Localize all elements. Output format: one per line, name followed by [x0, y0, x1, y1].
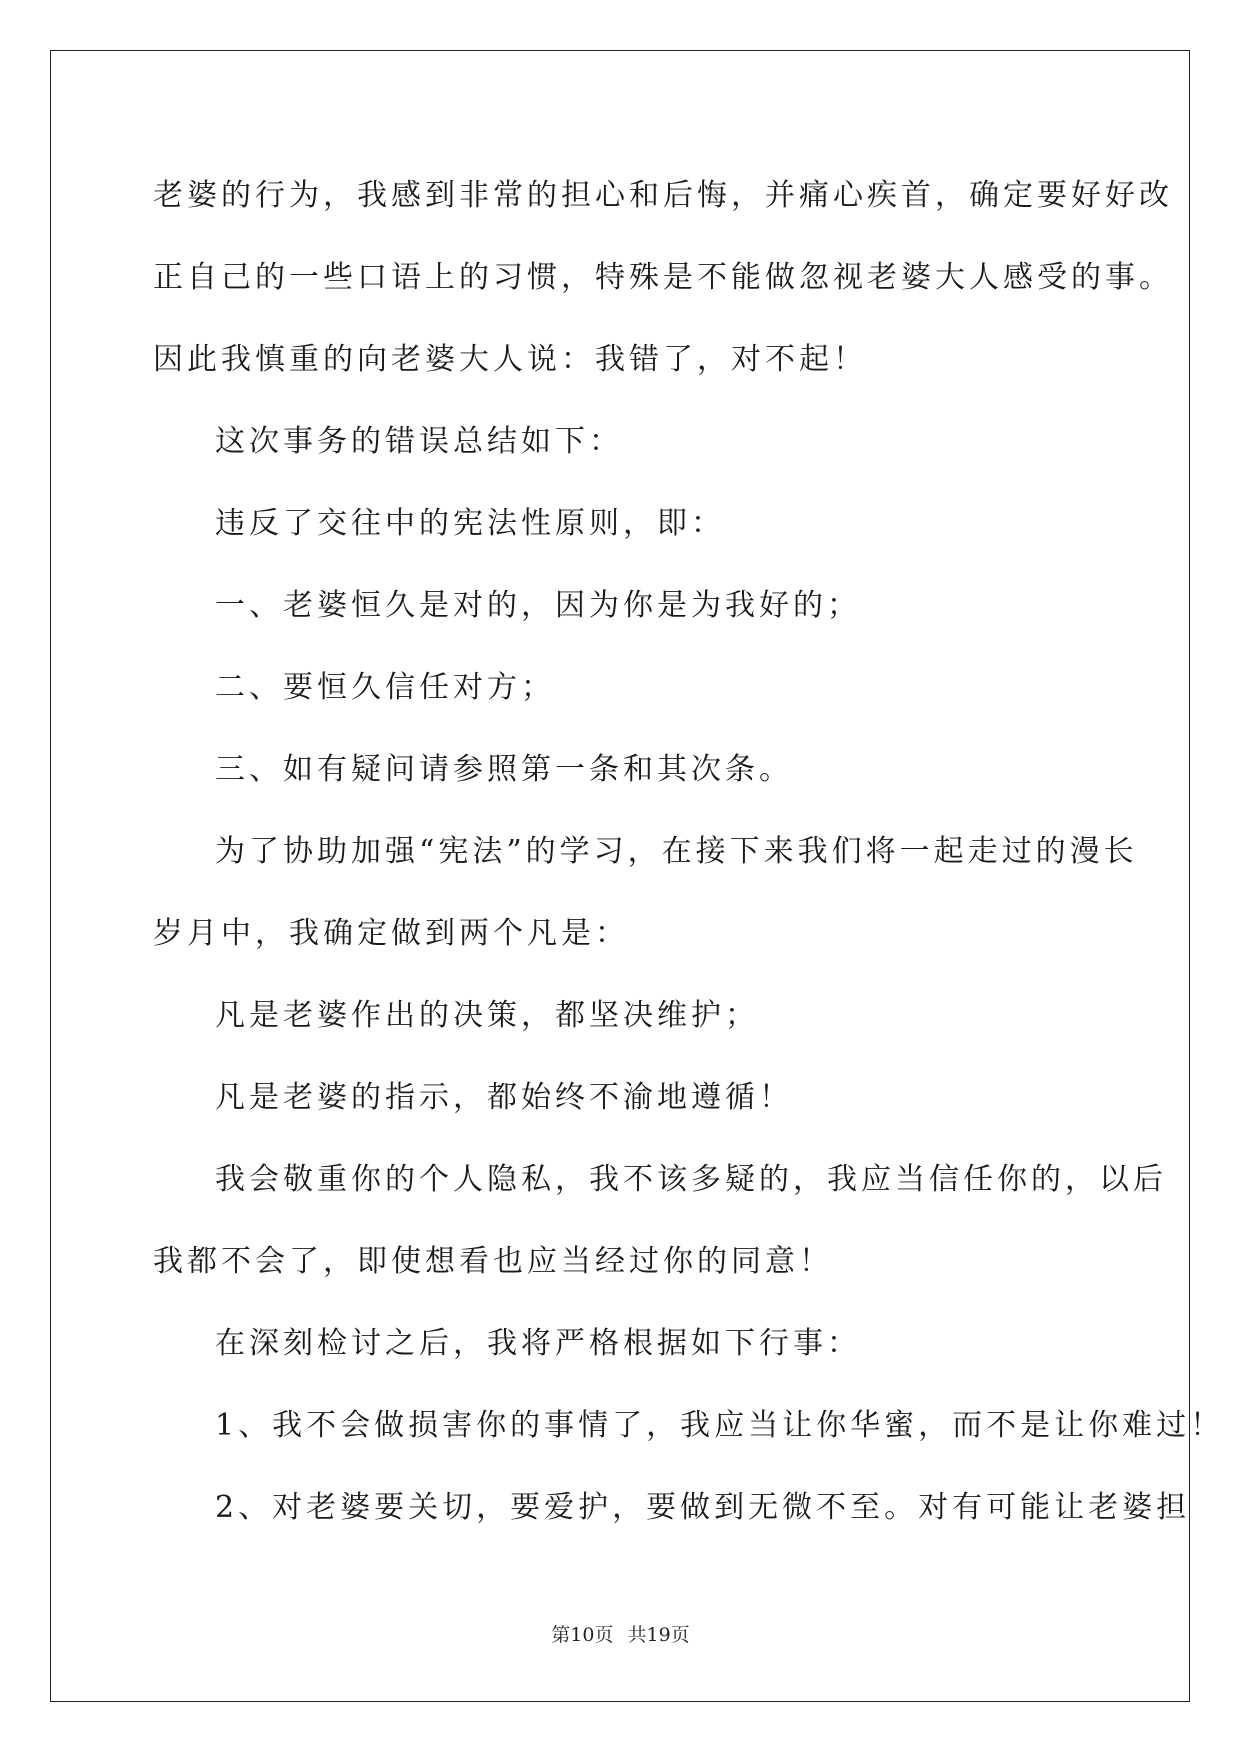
text-line: 二、要恒久信任对方； — [215, 670, 555, 705]
page-number: 第10页 — [551, 1624, 614, 1646]
text-line: 凡是老婆的指示，都始终不渝地遵循！ — [215, 1080, 793, 1115]
text-line: 1、我不会做损害你的事情了，我应当让你华蜜，而不是让你难过！ — [215, 1408, 1225, 1443]
text-line: 因此我慎重的向老婆大人说：我错了，对不起！ — [153, 342, 867, 377]
text-line: 我会敬重你的个人隐私，我不该多疑的，我应当信任你的，以后 — [215, 1162, 1167, 1197]
text-line: 我都不会了，即使想看也应当经过你的同意！ — [153, 1244, 833, 1279]
text-line: 一、老婆恒久是对的，因为你是为我好的； — [215, 588, 861, 623]
text-line: 2、对老婆要关切，要爱护，要做到无微不至。对有可能让老婆担 — [215, 1490, 1191, 1525]
text-line: 三、如有疑问请参照第一条和其次条。 — [215, 752, 793, 787]
text-line: 正自己的一些口语上的习惯，特殊是不能做忽视老婆大人感受的事。 — [153, 260, 1173, 295]
text-line: 凡是老婆作出的决策，都坚决维护； — [215, 998, 759, 1033]
text-line: 这次事务的错误总结如下： — [215, 424, 623, 459]
text-line: 老婆的行为，我感到非常的担心和后悔，并痛心疾首，确定要好好改 — [153, 178, 1173, 213]
text-line: 岁月中，我确定做到两个凡是： — [153, 916, 629, 951]
text-line: 在深刻检讨之后，我将严格根据如下行事： — [215, 1326, 861, 1361]
document-body — [153, 155, 1225, 1549]
text-line: 违反了交往中的宪法性原则，即： — [215, 506, 725, 541]
page-footer — [0, 1620, 1241, 1647]
text-line: 为了协助加强“宪法”的学习，在接下来我们将一起走过的漫长 — [215, 834, 1138, 869]
page-total: 共19页 — [627, 1624, 690, 1646]
